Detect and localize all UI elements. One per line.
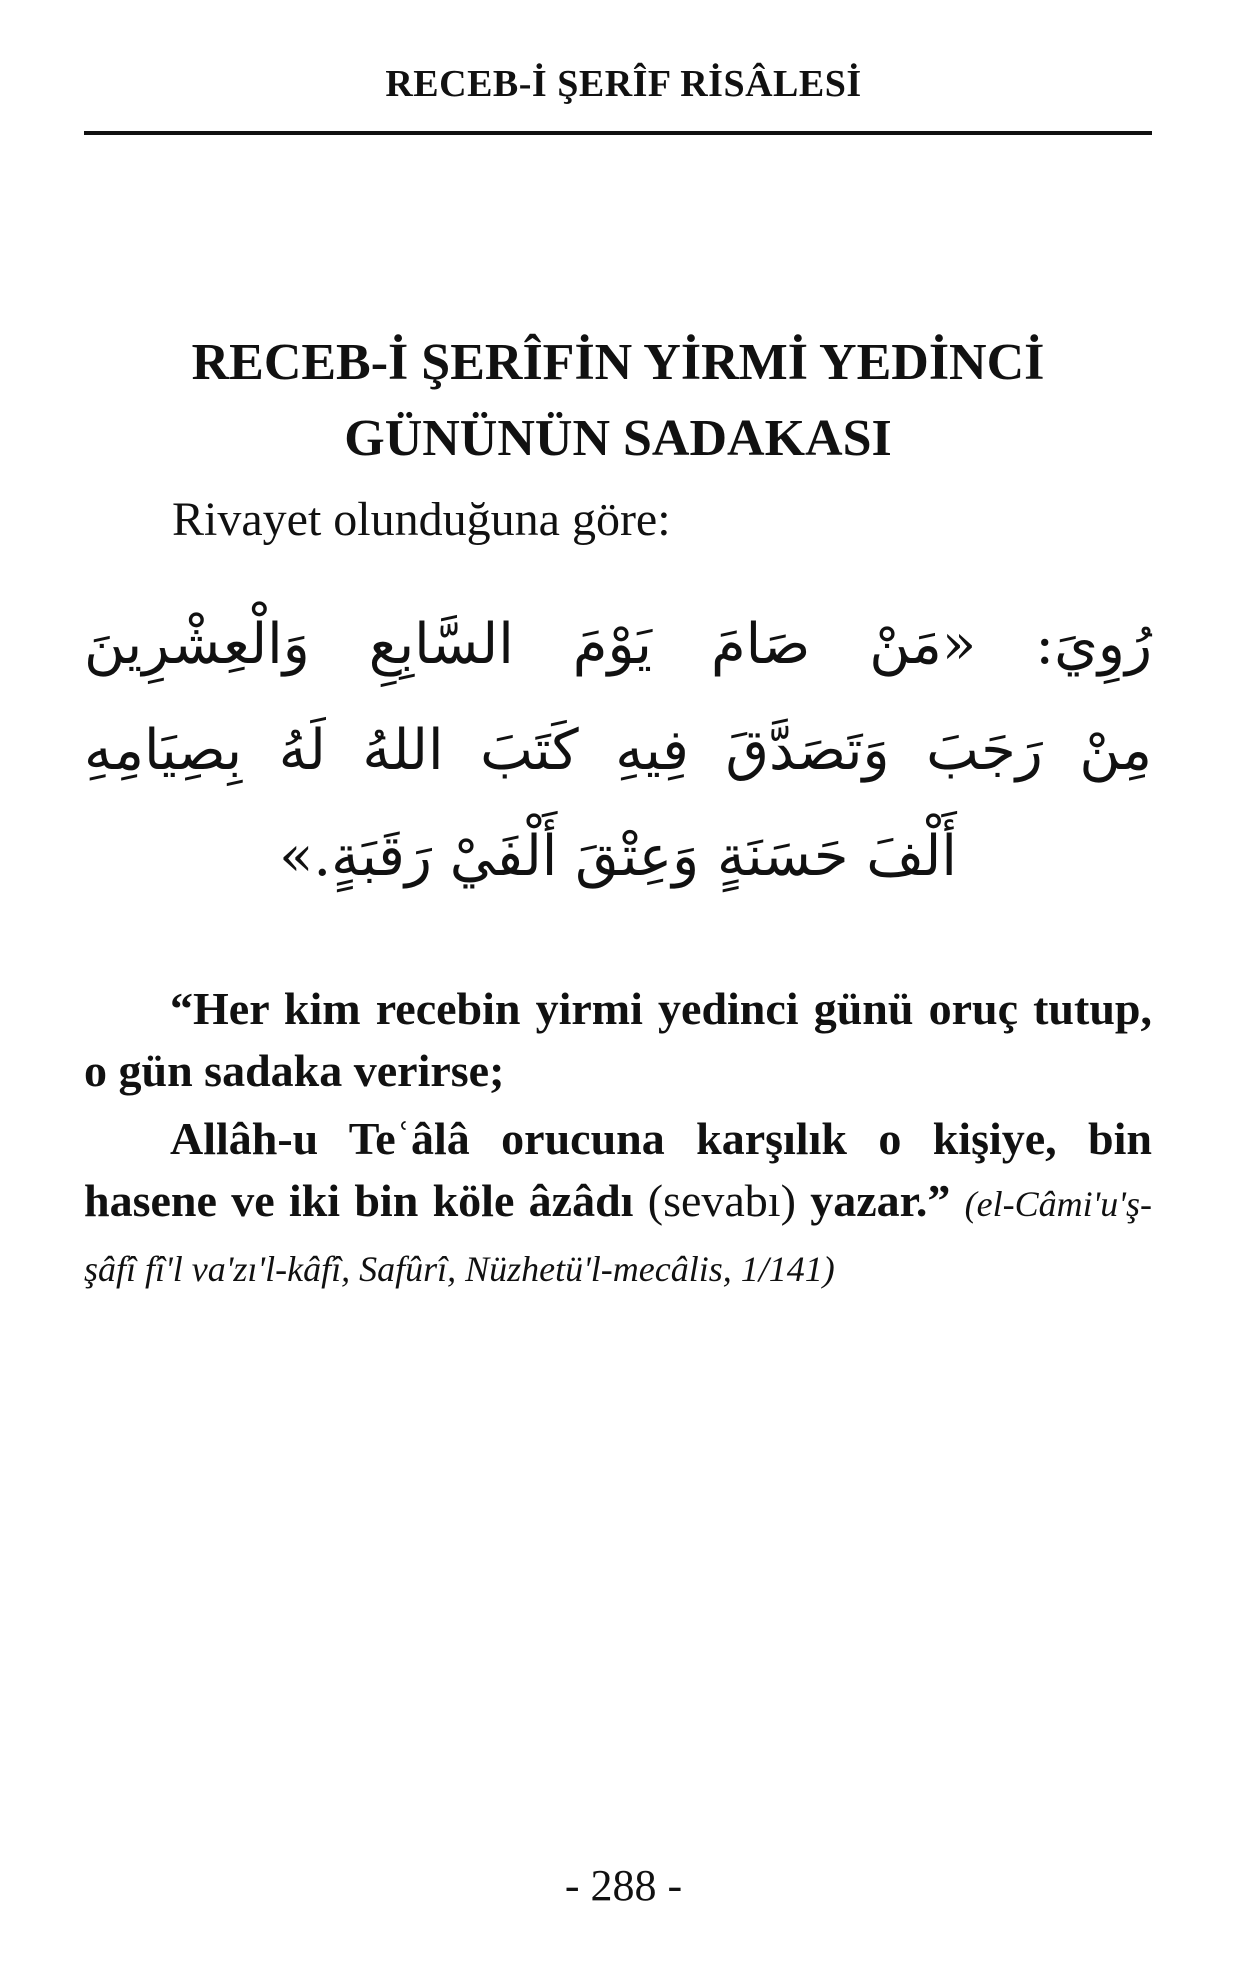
header-rule	[84, 131, 1152, 135]
translation-text-c: yazar.”	[810, 1175, 951, 1226]
translation-paragraph-2	[84, 1108, 1152, 1300]
translation-text-a: Allâh-u Teʿâlâ orucuna karşılık o kişiye, bin hasene ve iki bin köle âzâdı	[84, 1113, 1152, 1226]
section-title	[84, 325, 1152, 477]
section-title-line-1: RECEB-İ ŞERÎFİN YİRMİ YEDİNCİ	[191, 334, 1045, 391]
arabic-hadith	[84, 592, 1152, 910]
translation	[84, 978, 1152, 1300]
source-citation: (el-Câmi'u'ş-şâfî fî'l va'zı'l-kâfî, Safûrî, Nüzhetü'l-mecâlis, 1/141)	[84, 1184, 1152, 1289]
page-number: - 288 -	[564, 1861, 683, 1910]
arabic-line-1: رُوِيَ: «مَنْ صَامَ يَوْمَ السَّابِعِ وَالْعِشْرِينَ	[84, 612, 1152, 677]
running-title: RECEB-İ ŞERÎF RİSÂLESİ	[385, 63, 862, 105]
intro-text: Rivayet olunduğuna göre:	[172, 493, 671, 546]
arabic-line-3: أَلْفَ حَسَنَةٍ وَعِتْقَ أَلْفَيْ رَقَبَةٍ.»	[279, 824, 957, 889]
section-title-line-2: GÜNÜNÜN SADAKASI	[344, 410, 892, 467]
translation-text-b: (sevabı)	[647, 1175, 796, 1226]
arabic-line-2: مِنْ رَجَبَ وَتَصَدَّقَ فِيهِ كَتَبَ اللهُ لَهُ بِصِيَامِهِ	[84, 718, 1152, 783]
translation-paragraph-1: “Her kim recebin yirmi yedinci günü oruç tutup, o gün sadaka verirse;	[84, 983, 1152, 1096]
